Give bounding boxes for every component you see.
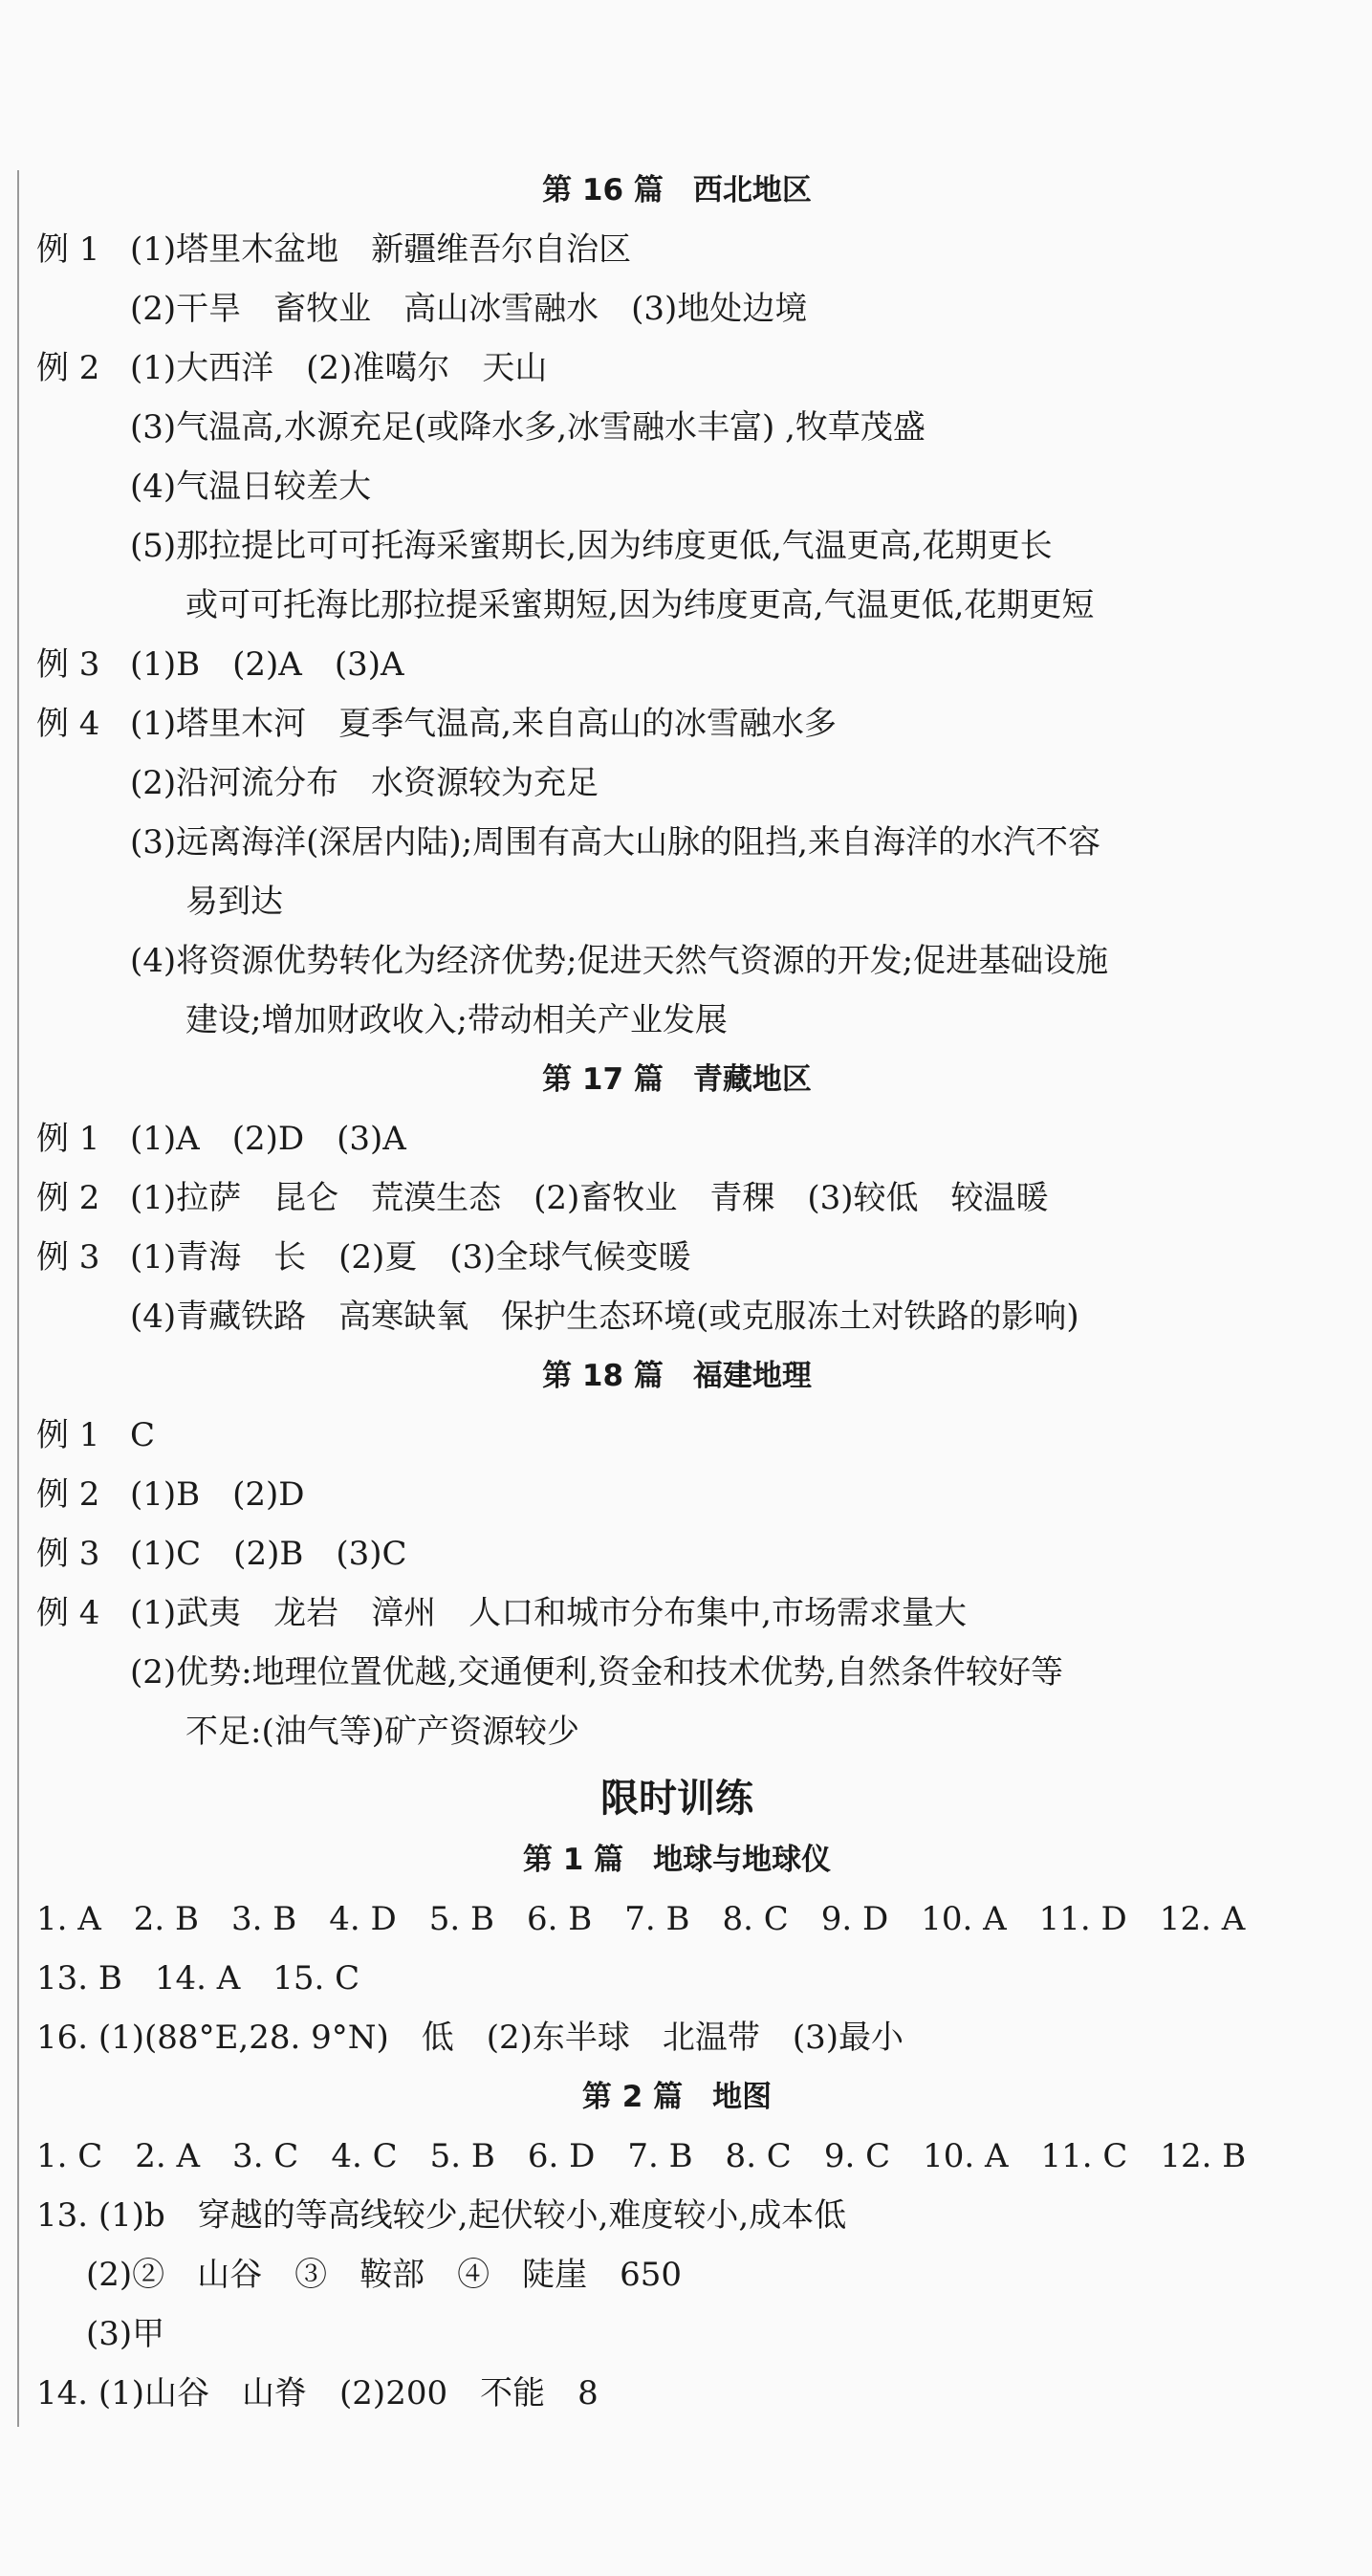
answer-line: (2)干旱 畜牧业 高山冰雪融水 (3)地处边境	[130, 290, 808, 328]
answer-line	[36, 1406, 1318, 1465]
part-title: 第 1 篇 地球与地球仪	[522, 1843, 832, 1877]
answer-text: (1)青海 长 (2)夏 (3)全球气候变暖	[130, 1238, 691, 1277]
answer-line-continued: 建设;增加财政收入;带动相关产业发展	[185, 1001, 728, 1039]
answer-line: (4)青藏铁路 高寒缺氧 保护生态环境(或克服冻土对铁路的影响)	[130, 1298, 1079, 1336]
example-label: 例 3	[36, 645, 100, 684]
answer-line	[36, 694, 1318, 753]
answer-line: (3)气温高,水源充足(或降水多,冰雪融水丰富) ,牧草茂盛	[130, 408, 926, 447]
answer-text: (1)拉萨 昆仑 荒漠生态 (2)畜牧业 青稞 (3)较低 较温暖	[130, 1179, 1049, 1217]
answer-line	[36, 1228, 1318, 1287]
answer-line: (2)优势:地理位置优越,交通便利,资金和技术优势,自然条件较好等	[130, 1653, 1064, 1692]
answer-line	[36, 1583, 1318, 1643]
answer-text: (1)大西洋 (2)准噶尔 天山	[130, 349, 548, 387]
example-label: 例 2	[36, 1475, 100, 1514]
training-main-title: 限时训练	[600, 1777, 753, 1821]
answer-line	[36, 1109, 1318, 1168]
section-title: 第 17 篇 青藏地区	[542, 1062, 812, 1097]
answer-line	[36, 635, 1318, 694]
answer-line: 14. (1)山谷 山脊 (2)200 不能 8	[36, 2374, 599, 2412]
answer-text: (1)B (2)A (3)A	[130, 645, 404, 684]
example-label: 例 3	[36, 1535, 100, 1573]
example-label: 例 1	[36, 1416, 100, 1454]
answer-line: (4)气温日较差大	[130, 468, 372, 506]
example-label: 例 3	[36, 1238, 100, 1277]
example-label: 例 2	[36, 1179, 100, 1217]
part-title: 第 2 篇 地图	[581, 2080, 773, 2114]
answer-text: (1)C (2)B (3)C	[130, 1535, 407, 1573]
answer-line: (5)那拉提比可可托海采蜜期长,因为纬度更低,气温更高,花期更长	[130, 527, 1053, 565]
answer-line: 13. (1)b 穿越的等高线较少,起伏较小,难度较小,成本低	[36, 2196, 847, 2235]
answer-line: (3)远离海洋(深居内陆);周围有高大山脉的阻挡,来自海洋的水汽不容	[130, 823, 1100, 862]
answer-line-continued: 易到达	[185, 883, 283, 921]
answer-line	[36, 1168, 1318, 1228]
answer-line: 1. C 2. A 3. C 4. C 5. B 6. D 7. B 8. C 9. C 10. A 11. C 12. B	[36, 2137, 1247, 2175]
answer-line: (3)甲	[86, 2315, 165, 2353]
answer-text: (1)A (2)D (3)A	[130, 1120, 406, 1158]
answer-line	[36, 1465, 1318, 1524]
answer-line: 13. B 14. A 15. C	[36, 1959, 360, 1997]
answer-line	[36, 338, 1318, 398]
answer-line: 1. A 2. B 3. B 4. D 5. B 6. B 7. B 8. C 9. D 10. A 11. D 12. A	[36, 1900, 1246, 1938]
answer-text: (1)塔里木盆地 新疆维吾尔自治区	[130, 230, 632, 269]
answer-content	[36, 161, 1318, 2423]
answer-line-continued: 或可可托海比那拉提采蜜期短,因为纬度更高,气温更低,花期更短	[185, 586, 1095, 624]
example-label: 例 1	[36, 230, 100, 269]
answer-text: (1)塔里木河 夏季气温高,来自高山的冰雪融水多	[130, 705, 837, 743]
answer-text: (1)武夷 龙岩 漳州 人口和城市分布集中,市场需求量大	[130, 1594, 967, 1632]
example-label: 例 2	[36, 349, 100, 387]
answer-text: (1)B (2)D	[130, 1475, 305, 1514]
margin-rule	[17, 170, 19, 2427]
example-label: 例 4	[36, 705, 100, 743]
answer-text: C	[130, 1416, 156, 1454]
answer-line	[36, 1524, 1318, 1583]
answer-line	[36, 220, 1318, 279]
answer-line: 16. (1)(88°E,28. 9°N) 低 (2)东半球 北温带 (3)最小	[36, 2019, 904, 2057]
answer-line: (2)沿河流分布 水资源较为充足	[130, 764, 599, 802]
example-label: 例 1	[36, 1120, 100, 1158]
answer-line: (4)将资源优势转化为经济优势;促进天然气资源的开发;促进基础设施	[130, 942, 1109, 980]
section-title: 第 18 篇 福建地理	[542, 1359, 812, 1393]
section-title: 第 16 篇 西北地区	[542, 173, 812, 207]
example-label: 例 4	[36, 1594, 100, 1632]
answer-line-continued: 不足:(油气等)矿产资源较少	[185, 1713, 579, 1751]
answer-line: (2)② 山谷 ③ 鞍部 ④ 陡崖 650	[86, 2256, 683, 2294]
